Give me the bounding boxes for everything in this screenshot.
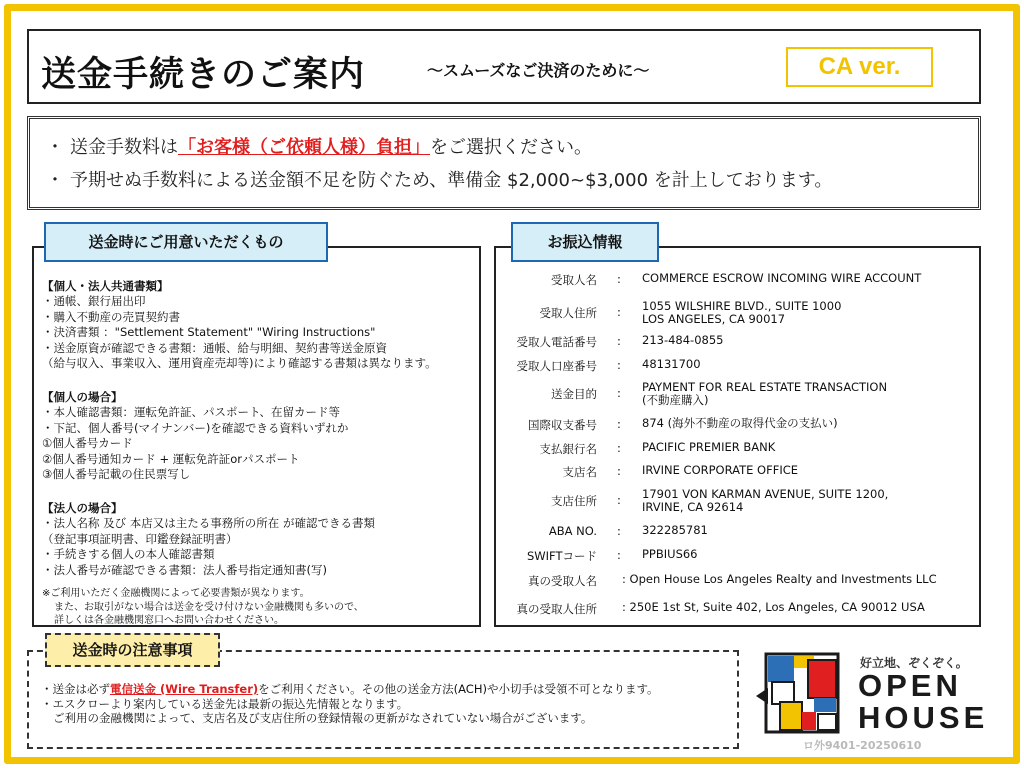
note-fee-highlight: 「お客様（ご依頼人様）負担」 <box>178 137 430 158</box>
logo-tagline: 好立地、ぞくぞく。 <box>860 656 968 670</box>
info-label: 真の受取人名 <box>528 574 597 588</box>
open-house-logo-icon <box>754 652 840 734</box>
info-value: PACIFIC PREMIER BANK <box>642 440 776 454</box>
document-code: ロ外9401-20250610 <box>803 739 922 752</box>
list-item: ②個人番号通知カード + 運転免許証orパスポート <box>42 451 300 466</box>
logo-brand-house: HOUSE <box>858 700 989 735</box>
list-item: ・通帳、銀行届出印 <box>42 294 146 308</box>
caution-line <box>41 682 659 697</box>
fee-notes <box>27 116 981 210</box>
note-reserve <box>46 164 978 197</box>
info-value: 213-484-0855 <box>642 333 724 347</box>
info-label: 受取人電話番号 <box>516 335 597 349</box>
info-label: 受取人名 <box>551 273 597 287</box>
info-value: PAYMENT FOR REAL ESTATE TRANSACTION <box>642 380 888 394</box>
note-fee-suffix: をご選択ください。 <box>430 137 592 158</box>
caution-line: ご利用の金融機関によって、支店名及び支店住所の登録情報の更新がなされていない場合がございます。 <box>53 711 593 725</box>
info-value: 48131700 <box>642 357 701 371</box>
page-title: 送金手続きのご案内 <box>41 55 366 95</box>
info-colon: : <box>617 524 621 538</box>
footnote-line: 詳しくは各金融機関窓口へお問い合わせください。 <box>54 615 284 627</box>
list-item: ・決済書類 ："Settlement Statement" "Wiring Instructions" <box>42 325 376 340</box>
caution-tab: 送金時の注意事項 <box>45 633 220 667</box>
info-label: 送金目的 <box>551 387 597 401</box>
info-colon: : <box>617 493 621 507</box>
info-value: PPBIUS66 <box>642 547 698 561</box>
info-label: 支店住所 <box>551 494 597 508</box>
common-docs-heading: 【個人・法人共通書類】 <box>42 279 169 293</box>
list-item: （給与収入、事業収入、運用資産売却等)により確認する書類は異なります。 <box>42 356 437 371</box>
info-value: 1055 WILSHIRE BLVD., SUITE 1000 <box>642 299 842 313</box>
version-badge: CA ver. <box>786 47 933 87</box>
caution-line: ・エスクローより案内している送金先は最新の振込先情報となります。 <box>41 696 409 711</box>
list-item: ・法人番号が確認できる書類：法人番号指定通知書(写) <box>42 562 327 577</box>
list-item: ①個人番号カード <box>42 436 133 451</box>
info-value-line2: LOS ANGELES, CA 90017 <box>642 312 786 326</box>
info-colon: : <box>617 272 621 286</box>
info-colon: : <box>617 305 621 319</box>
info-colon: : <box>617 548 621 562</box>
bullet: ・ <box>46 137 64 158</box>
footnote-line: ※ご利用いただく金融機関によって必要書類が異なります。 <box>42 588 310 600</box>
title-banner <box>27 29 981 104</box>
info-value: : 250E 1st St, Suite 402, Los Angeles, CA 90012 USA <box>622 600 925 614</box>
info-label: SWIFTコード <box>527 549 597 563</box>
info-value: COMMERCE ESCROW INCOMING WIRE ACCOUNT <box>642 271 922 285</box>
list-item: ・送金原資が確認できる書類：通帳、給与明細、契約書等送金原資 <box>42 340 387 355</box>
info-value-line2: IRVINE, CA 92614 <box>642 500 744 514</box>
info-value-line2: (不動産購入) <box>642 393 709 407</box>
info-colon: : <box>617 417 621 431</box>
info-colon: : <box>617 386 621 400</box>
list-item: ・購入不動産の売買契約書 <box>42 309 180 324</box>
wire-transfer-highlight: 電信送金 (Wire Transfer) <box>110 682 259 696</box>
note-reserve-text: 予期せぬ手数料による送金額不足を防ぐため、準備金 $2,000~$3,000 を計上しております。 <box>70 170 833 191</box>
list-item: （登記事項証明書、印鑑登録証明書） <box>42 531 238 546</box>
info-label: 支払銀行名 <box>539 442 597 456</box>
info-value: 322285781 <box>642 523 708 537</box>
info-value: : Open House Los Angeles Realty and Investments LLC <box>622 572 937 586</box>
info-colon: : <box>617 358 621 372</box>
info-label: 国際収支番号 <box>528 418 597 432</box>
wire-info-panel <box>494 246 981 627</box>
list-item: ・本人確認書類：運転免許証、パスポート、在留カード等 <box>42 404 340 419</box>
info-colon: : <box>617 334 621 348</box>
info-value: 17901 VON KARMAN AVENUE, SUITE 1200, <box>642 487 889 501</box>
corporate-docs-heading: 【法人の場合】 <box>42 500 123 515</box>
info-label: 真の受取人住所 <box>516 602 597 616</box>
note-fee-choice <box>46 131 978 164</box>
required-documents-tab: 送金時にご用意いただくもの <box>44 222 328 262</box>
individual-docs-heading: 【個人の場合】 <box>42 389 123 404</box>
caution-prefix: ・送金は必ず <box>41 682 110 696</box>
caution-suffix: をご利用ください。その他の送金方法(ACH)や小切手は受領不可となります。 <box>258 682 659 696</box>
note-fee-prefix: 送金手数料は <box>70 137 178 158</box>
required-documents-panel <box>32 246 481 627</box>
info-label: 受取人住所 <box>539 306 597 320</box>
footnote <box>42 587 479 628</box>
info-value: 874 (海外不動産の取得代金の支払い) <box>642 416 838 430</box>
info-label: 支店名 <box>562 465 597 479</box>
info-colon: : <box>617 464 621 478</box>
info-value: IRVINE CORPORATE OFFICE <box>642 463 799 477</box>
list-item: ・手続きする個人の本人確認書類 <box>42 547 215 562</box>
list-item: ・下記、個人番号(マイナンバー)を確認できる資料いずれか <box>42 420 349 435</box>
info-colon: : <box>617 441 621 455</box>
info-label: 受取人口座番号 <box>516 359 597 373</box>
logo-brand-open: OPEN <box>858 668 962 703</box>
info-label: ABA NO. <box>548 524 597 538</box>
list-item: ・法人名称 及び 本店又は主たる事務所の所在 が確認できる書類 <box>42 515 375 530</box>
page-subtitle: ～スムーズなご決済のために～ <box>427 61 650 80</box>
wire-info-tab: お振込情報 <box>511 222 659 262</box>
footnote-line: また、お取引がない場合は送金を受け付けない金融機関も多いので、 <box>54 601 364 613</box>
list-item: ③個人番号記載の住民票写し <box>42 467 191 482</box>
bullet: ・ <box>46 170 64 191</box>
